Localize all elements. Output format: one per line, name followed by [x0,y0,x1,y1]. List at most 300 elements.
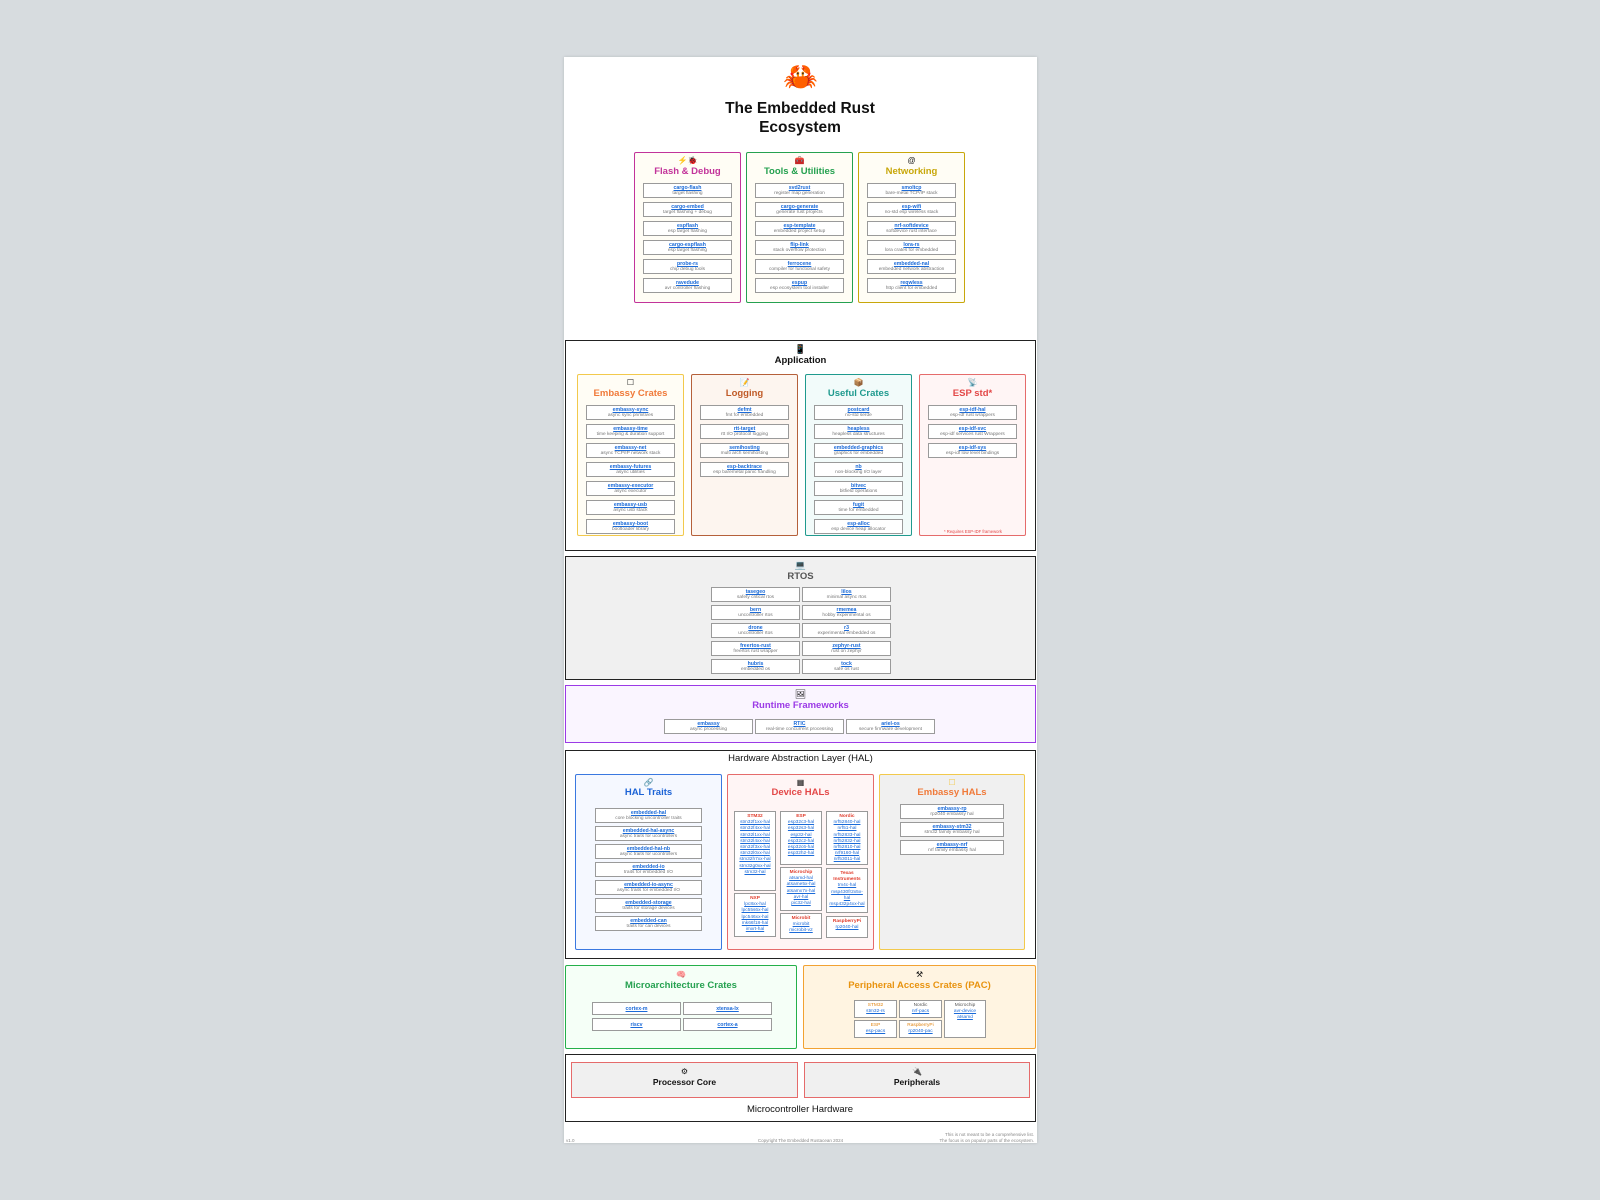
networking-crate-link[interactable]: esp-wifi [901,204,922,210]
tools-utilities-crate-desc: stack overflow protection [773,248,826,253]
device-hal-link[interactable]: nrf52833-hal [833,832,861,838]
useful-crates-crate-desc: time for embedded [838,508,879,513]
useful-crates-crate-desc: heapless data structures [832,432,885,437]
vendor-heading: RaspberryPi [832,919,862,924]
hal-traits-panel [575,774,722,950]
tools-utilities-crate-desc: register map generation [774,191,825,196]
useful-crates-item [814,519,903,534]
device-hal-group-ti [826,868,868,913]
flash-debug-crate-desc: target flashing [672,191,703,196]
device-hal-link[interactable]: mk66f18-hal [741,920,769,926]
device-hal-link[interactable]: nrf52810-hal [833,845,861,851]
rtos-item [711,623,800,638]
embassy-crates-crate-link[interactable]: embassy-sync [612,407,649,413]
hal-traits-crate-link[interactable]: embedded-io-async [624,882,673,888]
crab-icon: 🦀 [783,61,818,92]
hal-traits-crate-link[interactable]: embedded-storage [625,900,672,906]
flash-debug-crate-desc: avr controller flashing [664,286,711,291]
device-hal-link[interactable]: esp32c3-hal [787,820,815,826]
embassy-crates-crate-link[interactable]: embassy-usb [613,502,648,508]
runtime-crate-desc: real-time concurrent processing [765,727,834,732]
device-hal-link[interactable]: esp32s3-hal [787,826,815,832]
useful-crates-item [814,405,903,420]
device-hal-group-rpi [826,916,868,938]
embassy-crates-panel [577,374,684,536]
grid-icon: ▦ [796,778,805,787]
useful-crates-item [814,443,903,458]
hal-layer [565,750,1036,959]
useful-crates-crate-desc: no-std serde [845,413,872,418]
embassy-crates-crate-desc: async utilities [616,470,645,475]
flash-debug-item [643,183,732,198]
esp-std-crate-desc: esp-idf services rust Wrappers [940,432,1005,437]
runtime-item [846,719,935,734]
esp-std-icon: 📡 [967,378,978,387]
flash-debug-title: Flash & Debug [654,166,721,177]
footer-disclaimer-1: This is not meant to be a comprehensive list. [944,1132,1034,1137]
tools-utilities-crate-link[interactable]: svd2rust [788,185,811,191]
device-hal-link[interactable]: stm32f3xx-hal [740,845,770,851]
device-hal-link[interactable]: rp2040-hal [835,925,859,931]
pac-vendor-label: STM32 [867,1003,884,1008]
link-icon: 🔗 [643,778,654,787]
device-hal-link[interactable]: esp32c6-hal [787,845,815,851]
device-hal-link[interactable]: microbit-v2 [789,928,813,934]
hal-traits-item [595,844,702,859]
device-hals-panel [727,774,874,950]
microarch-item [592,1018,681,1031]
esp-std-item [928,424,1017,439]
rtos-crate-link[interactable]: lilos [841,589,852,595]
runtime-crate-link[interactable]: embassy [697,721,720,727]
microarch-item [592,1002,681,1015]
useful-crates-crate-link[interactable]: bitvec [851,483,866,489]
rtos-crate-desc: uncontroller rtos [738,631,773,636]
rtos-crate-link[interactable]: drone [748,625,763,631]
device-hal-link[interactable]: esp32c2-hal [787,838,815,844]
device-hal-link[interactable]: atsamx7x-hal [786,888,816,894]
logging-crate-desc: rtt I/O protocol logging [720,432,769,437]
embassy-crates-item [586,519,675,534]
networking-crate-desc: bare-metal TCP/IP stack [885,191,938,196]
device-hal-link[interactable]: esp32-hal [790,832,812,838]
rtos-crate-desc: experimental embedded os [817,631,876,636]
flash-debug-icon: ⚡🐞 [677,156,698,165]
useful-crates-crate-desc: esp device heap allocator [831,527,886,532]
rtos-crate-link[interactable]: hubris [747,661,764,667]
vendor-heading: Nordic [839,814,855,819]
pac-panel [803,965,1036,1049]
rtos-crate-desc: safety critical rtos [736,595,775,600]
device-hal-link[interactable]: lpc55s6x-hal [741,908,769,914]
vendor-heading: STM32 [747,814,763,819]
flash-debug-item [643,202,732,217]
embassy-crates-crate-link[interactable]: embassy-futures [609,464,652,470]
pac-cell-nordic [899,1000,942,1018]
rtos-crate-desc: uncontroller rtos [738,613,773,618]
embassy-crates-item [586,481,675,496]
device-hal-link[interactable]: stm32g0xx-hal [739,863,771,869]
microarch-crate-link[interactable]: xtensa-lx [716,1006,739,1012]
device-hal-link[interactable]: msp432p4xx-hal [829,902,865,908]
embassy-hals-crate-link[interactable]: embassy-rp [937,806,967,812]
networking-crate-desc: softdevice rust interface [886,229,937,234]
device-hal-group-esp [780,811,822,865]
embassy-crates-crate-link[interactable]: embassy-boot [612,521,649,527]
networking-crate-desc: lora crates for embedded [884,248,939,253]
gear-icon: ⚙ [680,1067,689,1076]
esp-std-item [928,443,1017,458]
pac-crate-link[interactable]: esp-pacs [865,1029,886,1034]
flash-debug-crate-link[interactable]: probe-rs [676,261,699,267]
vendor-heading: Microbit [791,916,811,921]
useful-crates-crate-link[interactable]: nb [855,464,862,470]
rtos-crate-link[interactable]: bern [749,607,762,613]
tools-utilities-item [755,240,844,255]
esp-std-title: ESP std* [952,388,993,399]
tools-utilities-crate-link[interactable]: ferrocene [787,261,812,267]
vendor-heading: NXP [750,896,760,901]
application-layer [565,340,1036,551]
useful-crates-crate-link[interactable]: heapless [847,426,870,432]
pac-vendor-label: ESP [870,1023,881,1028]
networking-item [867,221,956,236]
embassy-crates-item [586,500,675,515]
logging-crate-desc: multi arch semihosting [720,451,769,456]
rtos-item [802,605,891,620]
vendor-heading: ESP [796,814,806,819]
rtos-crate-desc: hobby experimental os [822,613,871,618]
networking-crate-link[interactable]: embedded-nal [893,261,930,267]
useful-crates-crate-link[interactable]: fugit [852,502,865,508]
device-hal-link[interactable]: stm32f1xx-hal [740,820,770,826]
square-icon: ☐ [948,778,956,787]
device-hal-group-stm32 [734,811,776,891]
hal-traits-item [595,898,702,913]
rtos-crate-desc: minimal async rtos [826,595,867,600]
networking-crate-link[interactable]: lora-rs [903,242,920,248]
hal-title: Hardware Abstraction Layer (HAL) [728,753,873,764]
tools-utilities-crate-desc: generate rust projects [776,210,823,215]
esp-note: * Requires ESP-IDF framework [944,529,1002,534]
hal-traits-crate-link[interactable]: embedded-hal-nb [626,846,671,852]
microarchitecture-title: Microarchitecture Crates [625,980,737,991]
embassy-crates-crate-link[interactable]: embassy-net [614,445,647,451]
runtime-crate-desc: secure firmware development [859,727,922,732]
hal-traits-crate-desc: async traits for ucontrollers [619,852,678,857]
device-hal-link[interactable]: avr-hal [793,894,809,900]
embassy-hals-panel [879,774,1025,950]
pac-crate-link[interactable]: stm32-rs [866,1009,885,1014]
flash-debug-crate-desc: target flashing + debug [663,210,712,215]
device-hal-link[interactable]: stm32-hal [744,869,766,875]
useful-crates-item [814,462,903,477]
pac-cell-microchip [944,1000,986,1038]
device-hal-link[interactable]: nrf53011-hal [833,857,861,863]
microarch-crate-link[interactable]: cortex-a [717,1022,738,1028]
logging-item [700,443,789,458]
hal-traits-crate-desc: async traits for ucontrollers [619,834,678,839]
rtos-item [711,587,800,602]
runtime-item [755,719,844,734]
pac-crate-link[interactable]: avr-device [953,1009,977,1014]
useful-crates-crate-desc: graphics for embedded [833,451,884,456]
rtos-crate-link[interactable]: tasegeo [745,589,766,595]
rtos-crate-desc: rust on zephyr [831,649,862,654]
useful-crates-item [814,424,903,439]
embassy-hals-crate-desc: rp2040 embassy hal [930,812,974,817]
esp-std-item [928,405,1017,420]
hal-traits-crate-link[interactable]: embedded-can [630,918,667,924]
rtos-layer [565,556,1036,680]
pac-crate-link[interactable]: rp2040-pac [908,1029,933,1034]
brain-icon: 🧠 [676,970,686,979]
flash-debug-item [643,259,732,274]
rtos-item [802,623,891,638]
pac-cell-stm32 [854,1000,897,1018]
runtime-crate-desc: async processing [689,727,728,732]
esp-std-panel [919,374,1026,536]
embassy-crates-crate-link[interactable]: embassy-time [613,426,648,432]
microarch-crate-link[interactable]: riscv [630,1022,643,1028]
pac-crate-link[interactable]: atsamd [957,1015,973,1020]
networking-panel [858,152,965,303]
runtime-frameworks-layer [565,685,1036,743]
device-hal-link[interactable]: msp430fr2x5x-hal [831,889,863,901]
logging-crate-desc: fmt for embedded [725,413,764,418]
useful-crates-crate-link[interactable]: esp-alloc [847,521,870,527]
device-hal-link[interactable]: nrf52832-hal [833,838,861,844]
tools-utilities-crate-link[interactable]: esp-template [783,223,816,229]
tools-utilities-item [755,183,844,198]
device-hal-link[interactable]: microbit [792,922,810,928]
picture-icon: 🖼 [794,689,807,699]
embassy-hals-item [900,840,1004,855]
tools-utilities-crate-desc: embedded project setup [773,229,826,234]
embassy-hals-crate-link[interactable]: embassy-nrf [936,842,968,848]
rtos-crate-desc: embedded os [740,667,771,672]
networking-item [867,240,956,255]
logging-crate-link[interactable]: defmt [737,407,752,413]
flash-debug-item [643,278,732,293]
flash-debug-crate-link[interactable]: cargo-flash [673,185,702,191]
device-hal-group-nxp [734,893,776,937]
embassy-crates-title: Embassy Crates [593,388,668,399]
networking-item [867,183,956,198]
flash-debug-crate-desc: chip debug tools [670,267,705,272]
logging-icon: 📝 [739,378,750,387]
pac-crate-link[interactable]: nrf-pacs [911,1009,930,1014]
networking-item [867,202,956,217]
device-hal-group-microbit [780,913,822,939]
logging-item [700,462,789,477]
plug-icon: 🔌 [912,1067,922,1076]
networking-title: Networking [885,166,938,177]
embassy-crates-crate-desc: async sync primitives [607,413,654,418]
embassy-crates-crate-desc: async usb stack [613,508,648,513]
hal-traits-crate-link[interactable]: embedded-hal-async [622,828,675,834]
useful-crates-item [814,481,903,496]
rtos-crate-desc: safe os rust [834,667,859,672]
runtime-title: Runtime Frameworks [752,700,849,711]
device-hal-link[interactable]: imxrt-hal [745,927,765,933]
embassy-hals-crate-desc: stm32 family embassy hal [924,830,980,835]
flash-debug-crate-link[interactable]: cargo-espflash [669,242,706,248]
useful-crates-crate-link[interactable]: postcard [847,407,870,413]
embassy-hals-crate-desc: nrf family embassy hal [928,848,976,853]
networking-item [867,259,956,274]
rtos-crate-link[interactable]: rmemea [836,607,857,613]
device-hals-title: Device HALs [771,787,830,798]
vendor-heading: Texas Instruments [833,871,861,883]
device-hal-link[interactable]: stm32h7xx-hal [739,857,771,863]
useful-crates-icon: 📦 [853,378,864,387]
pac-vendor-label: RaspberryPi [907,1023,934,1028]
runtime-crate-link[interactable]: ariel-os [881,721,900,727]
rtos-crate-link[interactable]: tock [841,661,852,667]
hal-traits-item [595,862,702,877]
device-hal-link[interactable]: stm32l1xx-hal [740,832,770,838]
application-title: Application [774,355,827,366]
embassy-crates-crate-desc: time keeping & duration support [596,432,665,437]
useful-crates-title: Useful Crates [827,388,890,399]
networking-crate-link[interactable]: reqwless [900,280,923,286]
useful-crates-crate-desc: non-blocking I/O layer [835,470,882,475]
tools-utilities-crate-desc: compiler for functional safety [768,267,831,272]
logging-title: Logging [725,388,764,399]
embassy-hals-item [900,822,1004,837]
embassy-hals-item [900,804,1004,819]
networking-crate-desc: http client for embedded [885,286,938,291]
device-hal-group-microchip [780,867,822,911]
tools-utilities-item [755,259,844,274]
runtime-item [664,719,753,734]
flash-debug-crate-link[interactable]: espflash [676,223,699,229]
microarch-item [683,1018,772,1031]
networking-crate-link[interactable]: nrf-softdevice [894,223,929,229]
rtos-item [802,587,891,602]
logging-crate-link[interactable]: rtt-target [733,426,756,432]
footer-disclaimer-2: The focus is on popular parts of the ecosystem. [939,1138,1034,1143]
logging-crate-desc: esp baremetal panic handling [713,470,776,475]
flash-debug-crate-link[interactable]: ravedude [675,280,700,286]
device-hal-link[interactable]: pic32-hal [791,901,811,907]
device-hal-link[interactable]: esp32h2-hal [787,851,815,857]
rtos-item [711,605,800,620]
device-hal-link[interactable]: nrf9160-hal [834,851,860,857]
pac-vendor-label: Nordic [913,1003,928,1008]
embassy-crates-icon: ☐ [626,378,635,387]
device-hal-link[interactable]: atsame5x-hal [786,882,816,888]
device-hal-link[interactable]: nrf51-hal [837,826,857,832]
device-hal-link[interactable]: stm32l4xx-hal [740,838,770,844]
pac-cell-esp [854,1020,897,1038]
microarch-crate-link[interactable]: cortex-m [625,1006,648,1012]
flash-debug-crate-desc: esp target flashing [667,229,708,234]
networking-crate-desc: embedded network abstraction [878,267,945,272]
rtos-crate-link[interactable]: freertos-rust [740,643,771,649]
embassy-crates-crate-desc: async executor [614,489,647,494]
tools-utilities-crate-link[interactable]: flip-link [790,242,809,248]
hal-traits-title: HAL Traits [624,787,673,798]
device-hal-link[interactable]: nrf52840-hal [833,820,861,826]
embassy-crates-crate-link[interactable]: embassy-executor [607,483,654,489]
useful-crates-crate-link[interactable]: embedded-graphics [833,445,884,451]
rtos-title: RTOS [787,571,814,582]
device-hal-link[interactable]: atsamd-hal [789,876,813,882]
hal-traits-crate-desc: traits for can devices [626,924,671,929]
tools-utilities-item [755,221,844,236]
embassy-crates-crate-desc: bootloader library [611,527,650,532]
tools-utilities-crate-link[interactable]: cargo-generate [780,204,819,210]
pac-cell-raspberrypi [899,1020,942,1038]
tools-utilities-item [755,202,844,217]
footer-version: v1.0 [566,1138,575,1143]
logging-item [700,424,789,439]
hal-traits-crate-desc: traits for embedded I/O [623,870,674,875]
device-hal-link[interactable]: tm4c-hal [837,883,857,889]
flash-debug-crate-link[interactable]: cargo-embed [671,204,704,210]
tools-utilities-icon: 🧰 [794,156,805,165]
tools-utilities-crate-link[interactable]: espup [791,280,808,286]
rtos-crate-link[interactable]: r3 [844,625,849,631]
networking-crate-link[interactable]: smoltcp [901,185,922,191]
pac-title: Peripheral Access Crates (PAC) [848,980,991,991]
esp-std-crate-link[interactable]: esp-idf-hal [959,407,986,413]
logging-crate-link[interactable]: esp-backtrace [727,464,762,470]
rtos-item [711,659,800,674]
hal-traits-item [595,826,702,841]
rtos-item [802,641,891,656]
runtime-crate-link[interactable]: RTIC [793,721,806,727]
hal-traits-crate-desc: core blocking uncontroller traits [615,816,682,821]
device-hal-group-nordic [826,811,868,865]
device-hal-link[interactable]: lpc8xx-hal [744,902,766,908]
hardware-title: Microcontroller Hardware [746,1104,854,1115]
peripherals-label: Peripherals [893,1077,941,1087]
pac-vendor-label: Microchip [954,1003,976,1008]
page-title: The Embedded Rust Ecosystem [725,100,875,136]
networking-icon: @ [907,156,916,165]
hal-traits-item [595,916,702,931]
embassy-hals-crate-link[interactable]: embassy-stm32 [932,824,972,830]
esp-std-crate-link[interactable]: esp-idf-svc [958,426,987,432]
device-hal-link[interactable]: lpc546xx-hal [741,914,769,920]
hammer-pick-icon: ⚒ [915,970,924,979]
device-hal-link[interactable]: stm32f4xx-hal [740,826,770,832]
hal-traits-crate-link[interactable]: embedded-io [632,864,665,870]
ecosystem-diagram [564,57,1037,1143]
processor-core-box [571,1062,798,1098]
device-hal-link[interactable]: stm32l0xx-hal [740,851,770,857]
rtos-crate-link[interactable]: zephyr-rust [832,643,861,649]
flash-debug-crate-desc: esp target flashing [667,248,708,253]
tools-utilities-title: Tools & Utilities [763,166,836,177]
embassy-crates-item [586,424,675,439]
networking-crate-desc: no-std esp wireless stack [884,210,939,215]
esp-std-crate-link[interactable]: esp-idf-sys [958,445,987,451]
logging-panel [691,374,798,536]
hal-traits-crate-link[interactable]: embedded-hal [630,810,667,816]
hardware-layer [565,1054,1036,1122]
laptop-icon: 💻 [794,560,807,570]
footer-copyright: Copyright The Embedded Rustacean 2024 [757,1138,844,1143]
esp-std-crate-desc: esp-idf low level bindings [945,451,1000,456]
logging-crate-link[interactable]: semihosting [729,445,760,451]
flash-debug-item [643,221,732,236]
hal-traits-item [595,808,702,823]
embassy-crates-crate-desc: async TCP/IP network stack [600,451,661,456]
